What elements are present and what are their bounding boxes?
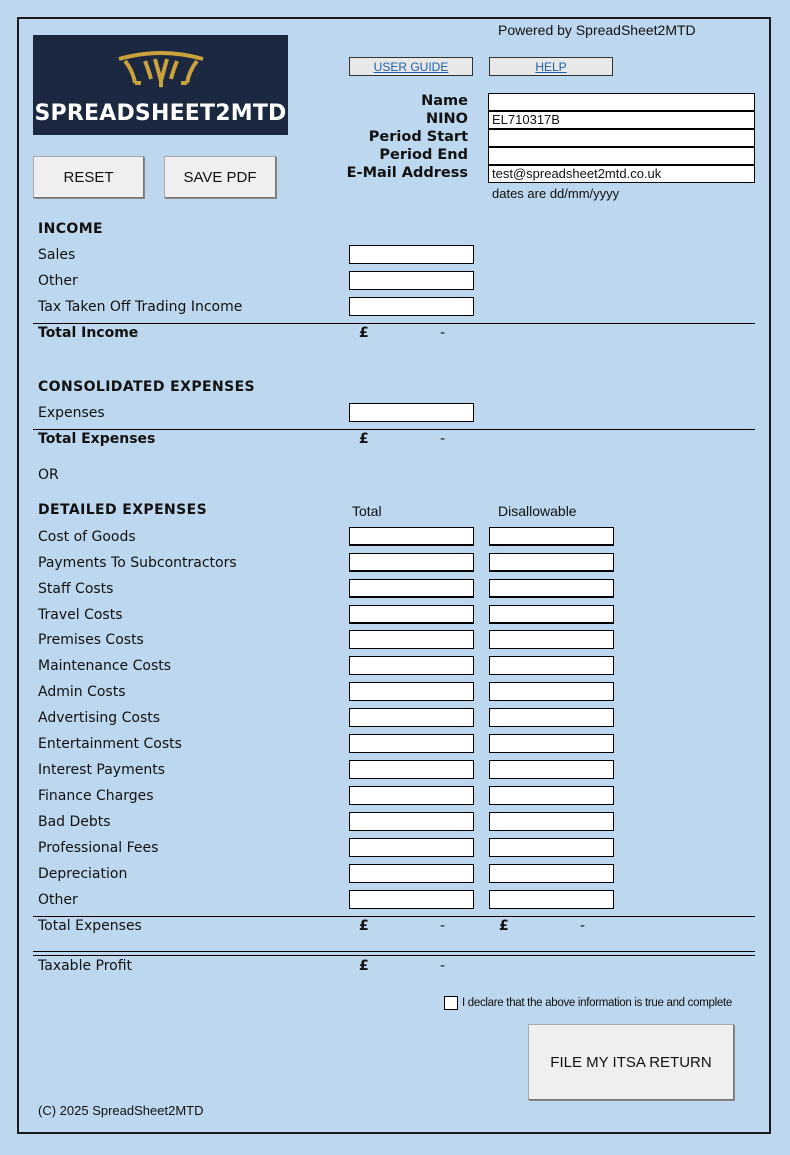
expense-row-label: Payments To Subcontractors <box>38 555 237 571</box>
divider <box>33 323 755 324</box>
period-end-label: Period End <box>379 147 468 163</box>
expense-disallowable-input[interactable] <box>489 605 614 624</box>
expense-disallowable-input[interactable] <box>489 890 614 909</box>
detailed-total-value: - <box>440 918 446 934</box>
declaration-checkbox[interactable] <box>444 996 458 1010</box>
consolidated-expenses-heading: CONSOLIDATED EXPENSES <box>38 379 256 395</box>
expense-total-input[interactable] <box>349 656 474 675</box>
or-separator: OR <box>38 467 59 483</box>
nino-label: NINO <box>426 111 468 127</box>
expense-total-input[interactable] <box>349 605 474 624</box>
total-expenses-label: Total Expenses <box>38 431 156 447</box>
date-format-hint: dates are dd/mm/yyyy <box>492 186 620 201</box>
currency-symbol: £ <box>499 918 509 934</box>
expense-total-input[interactable] <box>349 864 474 883</box>
name-label: Name <box>421 93 468 109</box>
expense-disallowable-input[interactable] <box>489 864 614 883</box>
expense-disallowable-input[interactable] <box>489 553 614 572</box>
save-pdf-button[interactable]: SAVE PDF <box>164 156 276 198</box>
expense-total-input[interactable] <box>349 553 474 572</box>
total-column-header: Total <box>352 503 382 519</box>
file-itsa-return-button[interactable]: FILE MY ITSA RETURN <box>528 1024 734 1100</box>
divider <box>33 916 755 917</box>
income-row-label: Sales <box>38 247 76 263</box>
expense-disallowable-input[interactable] <box>489 734 614 753</box>
expense-total-input[interactable] <box>349 786 474 805</box>
bridge-logo-icon <box>115 49 207 89</box>
expense-row-label: Travel Costs <box>38 607 123 623</box>
total-income-label: Total Income <box>38 325 139 341</box>
sales-input[interactable] <box>349 245 474 264</box>
period-end-field[interactable] <box>488 147 755 165</box>
expense-row-label: Other <box>38 892 78 908</box>
currency-symbol: £ <box>359 918 369 934</box>
expense-disallowable-input[interactable] <box>489 812 614 831</box>
expense-row-label: Cost of Goods <box>38 529 136 545</box>
expense-disallowable-input[interactable] <box>489 838 614 857</box>
expense-row-label: Advertising Costs <box>38 710 161 726</box>
double-divider <box>33 951 755 952</box>
disallowable-column-header: Disallowable <box>498 503 577 519</box>
expense-disallowable-input[interactable] <box>489 682 614 701</box>
double-divider <box>33 955 755 956</box>
tax-taken-off-input[interactable] <box>349 297 474 316</box>
expense-row-label: Finance Charges <box>38 788 154 804</box>
total-income-value: - <box>440 325 446 341</box>
consolidated-expenses-input[interactable] <box>349 403 474 422</box>
currency-symbol: £ <box>359 958 369 974</box>
disallowable-total-value: - <box>580 918 586 934</box>
expense-disallowable-input[interactable] <box>489 656 614 675</box>
nino-field[interactable]: EL710317B <box>488 111 755 129</box>
divider <box>33 429 755 430</box>
powered-by-text: Powered by SpreadSheet2MTD <box>498 22 696 38</box>
declaration-text: I declare that the above information is true and complete <box>462 997 732 1009</box>
currency-symbol: £ <box>359 325 369 341</box>
expense-total-input[interactable] <box>349 630 474 649</box>
expense-row-label: Staff Costs <box>38 581 114 597</box>
expense-disallowable-input[interactable] <box>489 579 614 598</box>
consolidated-total-value: - <box>440 431 446 447</box>
user-guide-link[interactable]: USER GUIDE <box>349 57 473 76</box>
expense-disallowable-input[interactable] <box>489 786 614 805</box>
expense-row-label: Entertainment Costs <box>38 736 182 752</box>
expense-disallowable-input[interactable] <box>489 527 614 546</box>
income-row-label: Tax Taken Off Trading Income <box>38 299 243 315</box>
reset-button[interactable]: RESET <box>33 156 144 198</box>
brand-logo <box>33 35 288 135</box>
expense-total-input[interactable] <box>349 708 474 727</box>
expense-total-input[interactable] <box>349 890 474 909</box>
taxable-profit-value: - <box>440 958 446 974</box>
expense-total-input[interactable] <box>349 734 474 753</box>
income-heading: INCOME <box>38 221 103 237</box>
expense-row-label: Bad Debts <box>38 814 111 830</box>
expense-row-label: Admin Costs <box>38 684 126 700</box>
expense-row-label: Maintenance Costs <box>38 658 172 674</box>
period-start-field[interactable] <box>488 129 755 147</box>
detailed-total-expenses-label: Total Expenses <box>38 918 142 934</box>
expenses-label: Expenses <box>38 405 105 421</box>
expense-row-label: Professional Fees <box>38 840 159 856</box>
email-label: E-Mail Address <box>346 165 468 181</box>
copyright-text: (C) 2025 SpreadSheet2MTD <box>38 1103 204 1118</box>
expense-disallowable-input[interactable] <box>489 630 614 649</box>
logo-wordmark: SPREADSHEET2MTD <box>34 101 287 126</box>
email-field[interactable]: test@spreadsheet2mtd.co.uk <box>488 165 755 183</box>
income-row-label: Other <box>38 273 78 289</box>
expense-total-input[interactable] <box>349 682 474 701</box>
expense-total-input[interactable] <box>349 838 474 857</box>
expense-row-label: Premises Costs <box>38 632 144 648</box>
detailed-expenses-heading: DETAILED EXPENSES <box>38 502 208 518</box>
expense-row-label: Interest Payments <box>38 762 165 778</box>
expense-total-input[interactable] <box>349 527 474 546</box>
expense-disallowable-input[interactable] <box>489 708 614 727</box>
other-income-input[interactable] <box>349 271 474 290</box>
currency-symbol: £ <box>359 431 369 447</box>
expense-total-input[interactable] <box>349 760 474 779</box>
taxable-profit-label: Taxable Profit <box>38 958 133 974</box>
expense-total-input[interactable] <box>349 812 474 831</box>
period-start-label: Period Start <box>368 129 468 145</box>
help-link[interactable]: HELP <box>489 57 613 76</box>
expense-disallowable-input[interactable] <box>489 760 614 779</box>
expense-total-input[interactable] <box>349 579 474 598</box>
expense-row-label: Depreciation <box>38 866 128 882</box>
name-field[interactable] <box>488 93 755 111</box>
